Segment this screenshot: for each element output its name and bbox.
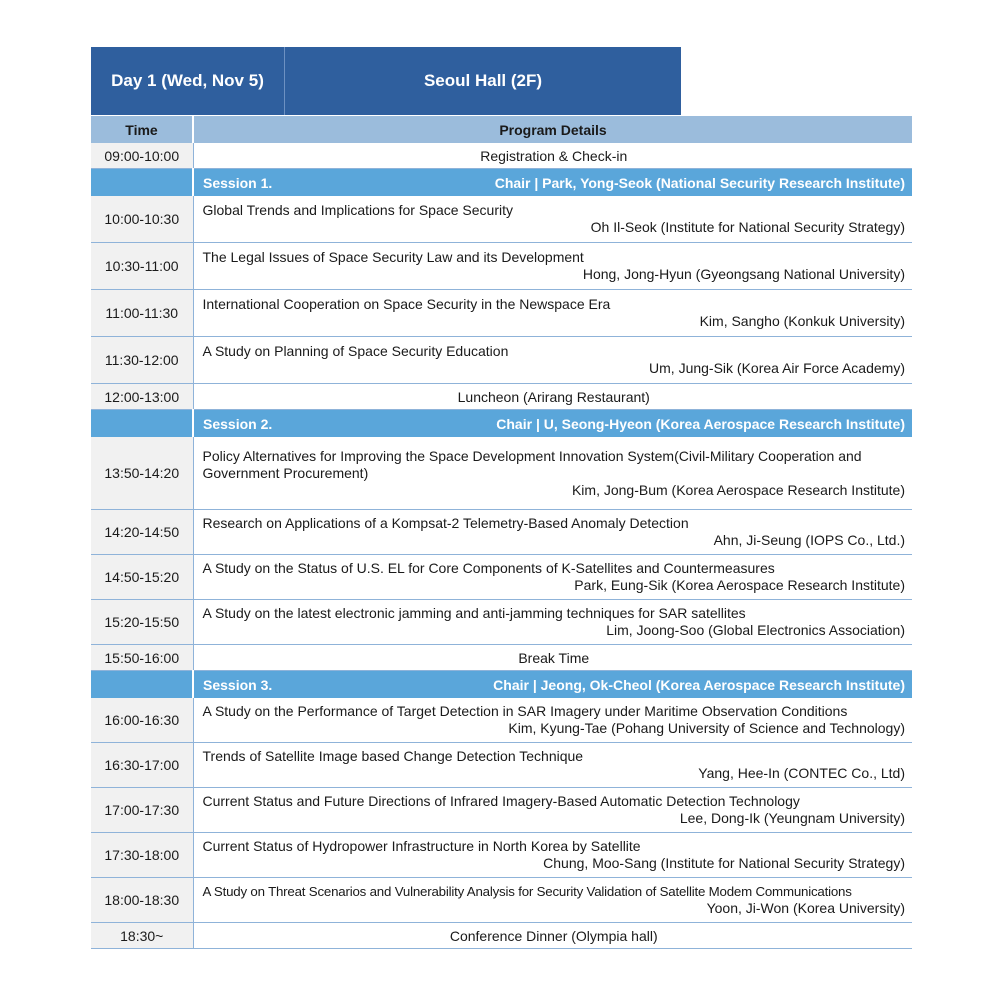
talk-title: Research on Applications of a Kompsat-2 Telemetry-Based Anomaly Detection — [202, 515, 689, 531]
time-column-header: Time — [91, 116, 193, 143]
session-row — [91, 410, 912, 438]
talk-author: Yang, Hee-In (CONTEC Co., Ltd) — [698, 765, 905, 781]
talk-title: Global Trends and Implications for Space Security — [202, 202, 513, 218]
talk-title: A Study on the Status of U.S. EL for Core Components of K-Satellites and Countermeasures — [202, 560, 775, 576]
table-row — [91, 833, 912, 878]
table-row — [91, 384, 912, 410]
session-row — [91, 671, 912, 699]
talk-author: Yoon, Ji-Won (Korea University) — [706, 900, 905, 916]
table-row — [91, 743, 912, 788]
time-cell: 18:00-18:30 — [91, 878, 193, 923]
table-row — [91, 645, 912, 671]
table-header-row — [91, 116, 912, 143]
table-row — [91, 698, 912, 743]
talk-author: Park, Eung-Sik (Korea Aerospace Research Institute) — [574, 577, 905, 593]
time-cell: 11:00-11:30 — [91, 290, 193, 337]
day-header — [91, 47, 681, 115]
talk-title: Policy Alternatives for Improving the Space Development Innovation System(Civil-Military Cooperation and Government Procurement) — [202, 447, 862, 481]
program-table — [91, 116, 912, 949]
table-row — [91, 437, 912, 510]
time-cell: 11:30-12:00 — [91, 337, 193, 384]
table-row — [91, 143, 912, 169]
program-cell — [193, 196, 912, 243]
session-row — [91, 169, 912, 197]
table-row — [91, 878, 912, 923]
time-cell: 09:00-10:00 — [91, 143, 193, 169]
time-cell: 15:50-16:00 — [91, 645, 193, 671]
program-cell — [193, 833, 912, 878]
session-label: Session 1. — [203, 174, 273, 191]
session-cell — [193, 410, 912, 438]
program-cell — [193, 788, 912, 833]
talk-author: Lee, Dong-Ik (Yeungnam University) — [679, 810, 905, 826]
talk-title: A Study on the Performance of Target Detection in SAR Imagery under Maritime Observation Conditions — [202, 703, 848, 719]
time-cell: 16:00-16:30 — [91, 698, 193, 743]
table-row — [91, 788, 912, 833]
program-cell — [193, 698, 912, 743]
talk-author: Kim, Jong-Bum (Korea Aerospace Research Institute) — [571, 481, 905, 498]
time-cell: 16:30-17:00 — [91, 743, 193, 788]
talk-title: Trends of Satellite Image based Change Detection Technique — [202, 748, 584, 764]
talk-author: Ahn, Ji-Seung (IOPS Co., Ltd.) — [713, 532, 905, 548]
talk-title: A Study on Planning of Space Security Education — [202, 343, 509, 359]
talk-title: A Study on Threat Scenarios and Vulnerability Analysis for Security Validation of Satellite Modem Communications — [202, 884, 852, 899]
hall-label: Seoul Hall (2F) — [423, 71, 543, 90]
program-column-header: Program Details — [193, 116, 912, 143]
time-cell: 12:00-13:00 — [91, 384, 193, 410]
session-chair: Chair | Park, Yong-Seok (National Security Research Institute) — [494, 174, 905, 191]
program-cell — [193, 600, 912, 645]
table-row — [91, 600, 912, 645]
session-cell — [193, 169, 912, 197]
talk-author: Hong, Jong-Hyun (Gyeongsang National University) — [582, 266, 905, 282]
talk-title: A Study on the latest electronic jamming and anti-jamming techniques for SAR satellites — [202, 605, 746, 621]
talk-title: International Cooperation on Space Security in the Newspace Era — [202, 296, 611, 312]
program-cell: Break Time — [193, 645, 912, 671]
time-cell: 14:20-14:50 — [91, 510, 193, 555]
time-cell: 17:30-18:00 — [91, 833, 193, 878]
talk-title: The Legal Issues of Space Security Law and its Development — [202, 249, 584, 265]
session-chair: Chair | Jeong, Ok-Cheol (Korea Aerospace Research Institute) — [493, 676, 905, 693]
time-cell: 17:00-17:30 — [91, 788, 193, 833]
table-row — [91, 243, 912, 290]
time-cell: 14:50-15:20 — [91, 555, 193, 600]
session-cell — [193, 671, 912, 699]
talk-author: Lim, Joong-Soo (Global Electronics Association) — [606, 622, 905, 638]
table-row — [91, 196, 912, 243]
time-cell: 13:50-14:20 — [91, 437, 193, 510]
session-chair: Chair | U, Seong-Hyeon (Korea Aerospace Research Institute) — [496, 415, 905, 432]
program-cell — [193, 510, 912, 555]
session-time-cell — [91, 671, 193, 699]
program-cell — [193, 337, 912, 384]
table-row — [91, 555, 912, 600]
program-cell: Registration & Check-in — [193, 143, 912, 169]
table-row — [91, 290, 912, 337]
table-row — [91, 510, 912, 555]
time-cell: 10:00-10:30 — [91, 196, 193, 243]
day-label: Day 1 (Wed, Nov 5) — [91, 47, 285, 115]
talk-title: Current Status and Future Directions of Infrared Imagery-Based Automatic Detection Technology — [202, 793, 800, 809]
program-cell — [193, 290, 912, 337]
time-cell: 15:20-15:50 — [91, 600, 193, 645]
program-cell: Luncheon (Arirang Restaurant) — [193, 384, 912, 410]
talk-author: Kim, Kyung-Tae (Pohang University of Science and Technology) — [508, 720, 905, 736]
program-cell — [193, 878, 912, 923]
program-cell — [193, 555, 912, 600]
program-cell — [193, 243, 912, 290]
table-row — [91, 923, 912, 949]
time-cell: 10:30-11:00 — [91, 243, 193, 290]
session-time-cell — [91, 169, 193, 197]
talk-author: Um, Jung-Sik (Korea Air Force Academy) — [649, 360, 905, 376]
time-cell: 18:30~ — [91, 923, 193, 949]
session-label: Session 3. — [203, 676, 273, 693]
talk-author: Oh Il-Seok (Institute for National Security Strategy) — [590, 219, 905, 235]
table-row — [91, 337, 912, 384]
talk-author: Chung, Moo-Sang (Institute for National Security Strategy) — [543, 855, 905, 871]
program-cell: Conference Dinner (Olympia hall) — [193, 923, 912, 949]
session-label: Session 2. — [203, 415, 273, 432]
talk-title: Current Status of Hydropower Infrastructure in North Korea by Satellite — [202, 838, 641, 854]
program-cell — [193, 437, 912, 510]
talk-author: Kim, Sangho (Konkuk University) — [699, 313, 905, 329]
program-cell — [193, 743, 912, 788]
session-time-cell — [91, 410, 193, 438]
